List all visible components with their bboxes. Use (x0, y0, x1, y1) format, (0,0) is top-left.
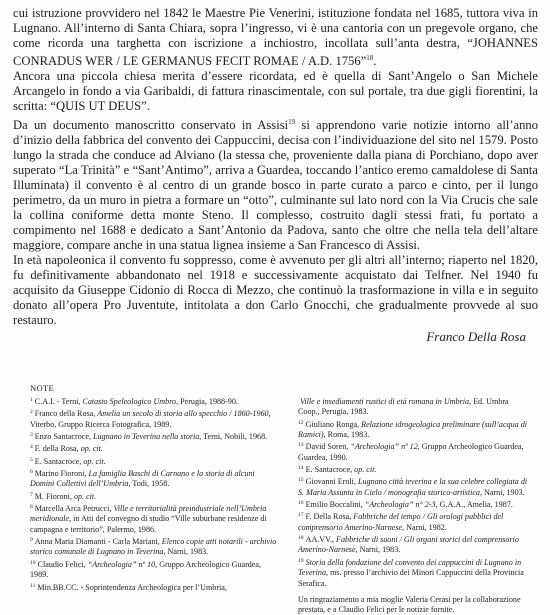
footnote: $^3$ Enzo Santacroce, Lugnano in Teverina nella storia, Terni, Nobili, 1968. (30, 432, 268, 442)
footnote: $^{10}$ Claudio Felici, “Archeologia” nº 10, Gruppo Archeologico Guardea, 1989. (30, 559, 262, 580)
footnote: $^1$ C.A.I. - Terni, Catasto Speleologico Umbro, Perugia, 1988-90. (30, 397, 238, 406)
footnote: $^{16}$ Emilio Boccalini, “Archeologia” n° 2-3, G.A.A., Amelia, 1987. (298, 500, 513, 510)
notes-column-left (30, 395, 280, 593)
footnote: $^9$ Anna Maria Diamanti - Carla Mariani, Elenco copie atti notarili - archivio storico comunale di Lugnano in Teverina, Narni, 1983. (30, 537, 277, 557)
paragraph-organ: cui istruzione provvidero nel 1842 le Maestre Pie Venerini, istituzione fondata nel 1685, tuttora viva in Lugnano. All’interno di Santa Chiara, sopra l’ingresso, vi è una cantoria con un pregevole organo, che come ricorda una targhetta con iscrizione a inchiostro, incollata sull’anta destra, “JOHANNES CONRADUS WER / LE GERMANUS FECIT ROMAE / A.D. 1756”$^{18}$. (13, 6, 538, 69)
organ-inscription: JOHANNES CONRADUS WER / LE GERMANUS FECIT ROMAE / A.D. 1756 (13, 36, 538, 69)
paragraph-sant-angelo: Ancora una piccola chiesa merita d’essere ricordata, ed è quella di Sant’Angelo o San Michele Arcangelo in fondo a via Garibaldi, di fattura rinascimentale, con sul portale, tra due gigli fiorentini, la scritta: “QUIS UT DEUS”. (13, 69, 538, 114)
footnote: $^{11}$ Min.BB.CC. - Soprintendenza Archeologica per l’Umbria, (30, 582, 227, 592)
footnote: $^7$ M. Fioroni, op. cit. (30, 491, 97, 501)
footnote: $^6$ Marino Fioroni, La famiglia Baschi di Carnano e la storia di alcuni Domini Collettivi dell’Umbria, Todi, 1958. (30, 469, 255, 489)
paragraph-napoleonic: In età napoleonica il convento fu soppresso, come è avvenuto per gli altri all’interno; riaperto nel 1820, fu definitivamente abbandonato nel 1918 e successivamente acquistato dai Telfner. Nel 1940 fu acquisito da Giuseppe Cidonio di Rocca di Mezzo, che continuò la trasformazione in villa e in seguito donato all’opera Pro Juventute, intitolata a don Carlo Gnocchi, che gradualmente provvede al suo restauro. (13, 253, 538, 328)
footnote: $^{14}$ E. Santacroce, op. cit. (298, 465, 377, 475)
footnote: $^2$ Franco della Rosa, Amelia un secolo di storia allo specchio / 1860-1960, Viterbo, Gruppo Ricerca Fotografica, 1989. (30, 409, 271, 429)
footnote: $^{19}$ Storia della fondazione del convento dei cappuccini di Lugnano in Teverina, ms. presso l’archivio dei Minori Cappuccini della Provincia Serafica. (298, 557, 524, 588)
footnote: Ville e insediamenti rustici di età romana in Umbria, Ed. Umbra Coop., Perugia, 1983. (298, 397, 509, 417)
article-body (13, 6, 538, 328)
footnote: $^{18}$ AA.VV., Fabbriche di suoni / Gli organi storici del comprensorio Amerino-Narnese, Narni, 1983. (298, 535, 519, 555)
notes-heading: NOTE (30, 383, 55, 393)
paragraph-convent: Da un documento manoscritto conservato in Assisi$^{19}$ si apprendono varie notizie intorno all’anno d’inizio della fabbrica del convento dei Cappuccini, decisa con l’individuazione del sito nel 1579. Posto lungo la strada che conduce ad Alviano (la stessa che, proveniente dalla piana di Porchiano, dopo aver superato “La Trinità” e “Sant’Antimo”, arriva a Guardea, toccando l’antico eremo camaldolese di Santa Illuminata) il convento è al centro di un grande bosco in parte curato a parco e cinto, per il lungo perimetro, da un muro in pietra a formare un “otto”, culminante sul lato nord con la Via Crucis che sale la collina coniforme detta monte Steno. Il complesso, costruito dagli stessi frati, fu portato a compimento nel 1688 e dedicato a Sant’Antonio da Padova, santo che oltre che nella tela dell’altare maggiore, compare anche in una statua lignea insieme a San Francesco di Assisi. (13, 117, 538, 253)
footnote: $^{15}$ Giovanni Eroli, Lugnano città teverina e la sua celebre collegiata di S. Maria Assunta in Cielo / monografia storico-artistica, Narni, 1903. (298, 477, 528, 497)
footnote: $^8$ Marcella Arca Petrucci, Ville e territorialità preindustriale nell’Umbria meridionale, in Atti del convegno di studio “Ville suburbane residenze di campagna e territorio”, Palermo, 1986. (30, 504, 267, 534)
footnote: $^4$ F. della Rosa, op. cit. (30, 444, 103, 454)
footnote: $^{13}$ David Soren, “Archeologia” nº 12, Gruppo Archeologico Guardea, Guardea, 1990. (298, 442, 524, 462)
notes-column-right (298, 395, 530, 615)
footnote-ref-18: 18 (366, 54, 374, 63)
footnote-ref-19: 19 (288, 117, 296, 126)
author-signature: Franco Della Rosa (426, 329, 526, 344)
acknowledgement: Un ringraziamento a mia moglie Valeria Cerasi per la collaborazione prestata, e a Claudio Felici per le notizie fornite. (298, 594, 521, 614)
footnote: $^5$ E. Santacroce, op. cit. (30, 456, 106, 466)
footnote: $^{12}$ Giuliano Ronga, Relazione idrogeologica preliminare (sull’acqua di Ramici), Roma, 1983. (298, 419, 528, 440)
footnote: $^{17}$ F. Della Rosa, Fabbriche del tempo / Gli orologi pubblici del comprensorio Amerino-Narnese, Narni, 1982. (298, 512, 504, 532)
portal-inscription: QUIS UT DEUS (56, 99, 142, 114)
